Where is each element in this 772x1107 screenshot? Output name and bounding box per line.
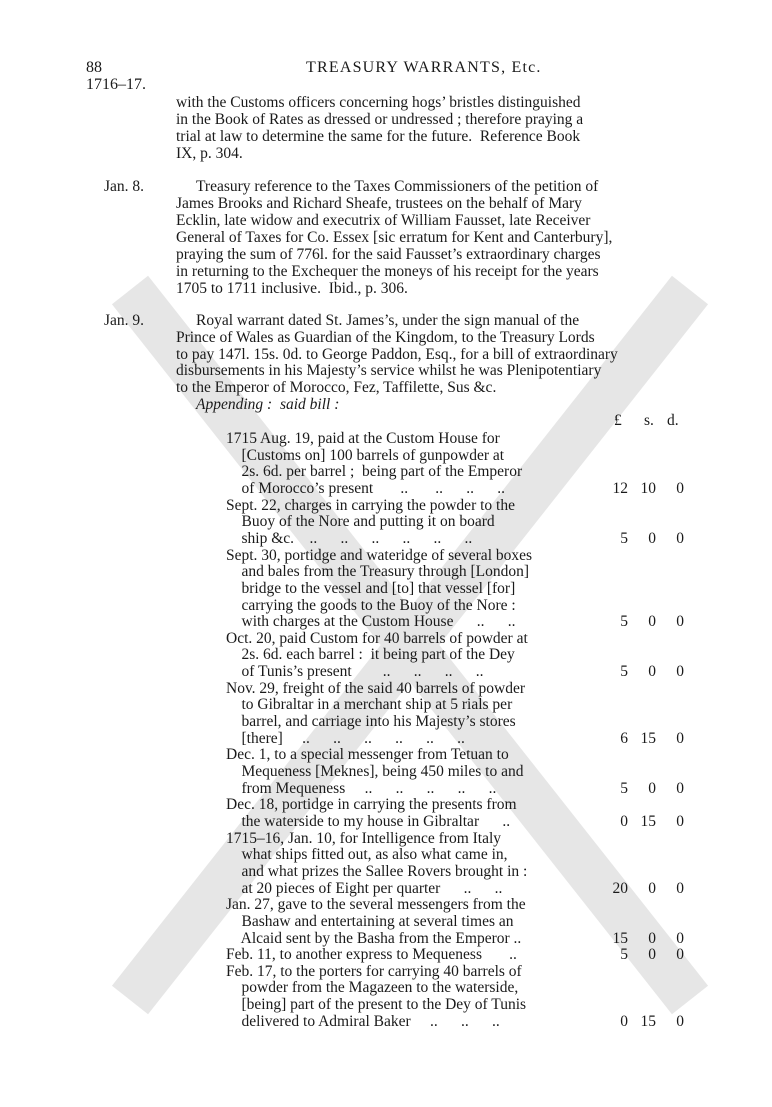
bill-line: from Mequeness .. .. .. .. .. — [226, 779, 497, 797]
page-number: 88 — [86, 59, 102, 76]
bill-shillings: 0 — [648, 779, 656, 797]
pounds-header: £ — [614, 412, 622, 429]
bill-line: Sept. 22, charges in carrying the powder to the — [226, 496, 515, 514]
bill-pence: 0 — [676, 529, 684, 547]
bill-shillings: 0 — [648, 663, 656, 681]
bill-pounds: 5 — [620, 779, 628, 797]
bill-line: [being] part of the present to the Dey of Tunis — [226, 996, 527, 1014]
bill-shillings: 0 — [648, 929, 656, 947]
bill-line: [there] .. .. .. .. .. .. — [226, 729, 465, 747]
text-line: trial at law to determine the same for the future. Reference Book — [176, 128, 581, 145]
bill-line: Jan. 27, gave to the several messengers from the — [226, 896, 526, 914]
bill-line: powder from the Magazeen to the waterside, — [226, 979, 519, 997]
bill-line: of Tunis’s present .. .. .. .. — [226, 663, 484, 681]
bill-shillings: 0 — [648, 529, 656, 547]
bill-line: of Morocco’s present .. .. .. .. — [226, 479, 505, 497]
bill-shillings: 0 — [648, 946, 656, 964]
text-line: Royal warrant dated St. James’s, under the sign manual of the — [196, 312, 580, 329]
bill-pounds: 20 — [612, 879, 628, 897]
bill-line: 2s. 6d. per barrel ; being part of the Emperor — [226, 463, 523, 481]
bill-pounds: 0 — [620, 1012, 628, 1030]
bill-line: Sept. 30, portidge and wateridge of several boxes — [226, 546, 533, 564]
running-head: TREASURY WARRANTS, Etc. — [306, 59, 542, 76]
bill-line: ship &c. .. .. .. .. .. .. — [226, 529, 473, 547]
bill-pounds: 5 — [620, 613, 628, 631]
bill-line: bridge to the vessel and [to] that vessel [for] — [226, 579, 516, 597]
bill-pence: 0 — [676, 946, 684, 964]
text-line: Treasury reference to the Taxes Commissioners of the petition of — [196, 178, 599, 195]
bill-pounds: 5 — [620, 529, 628, 547]
bill-line: 1715–16, Jan. 10, for Intelligence from Italy — [226, 829, 502, 847]
bill-line: the waterside to my house in Gibraltar .. — [226, 812, 511, 830]
bill-line: Bashaw and entertaining at several times an — [226, 912, 514, 930]
bill-pence: 0 — [676, 929, 684, 947]
text-line: James Brooks and Richard Sheafe, trustees on the behalf of Mary — [176, 195, 582, 212]
text-line: in returning to the Exchequer the moneys of his receipt for the years — [176, 263, 599, 280]
bill-line: Feb. 17, to the porters for carrying 40 barrels of — [226, 962, 522, 980]
bill-line: Buoy of the Nore and putting it on board — [226, 513, 495, 531]
bill-line: carrying the goods to the Buoy of the Nore : — [226, 596, 516, 614]
bill-line: 2s. 6d. each barrel : it being part of the Dey — [226, 646, 515, 664]
bill-line: and what prizes the Sallee Rovers brought in : — [226, 862, 528, 880]
text-line: Prince of Wales as Guardian of the Kingdom, to the Treasury Lords — [176, 329, 595, 346]
bill-shillings: 15 — [640, 812, 656, 830]
bill-shillings: 10 — [640, 479, 656, 497]
bill-pence: 0 — [676, 663, 684, 681]
text-line: Ecklin, late widow and executrix of William Fausset, late Receiver — [176, 212, 591, 229]
text-line: 1705 to 1711 inclusive. Ibid., p. 306. — [176, 280, 408, 297]
bill-line: 1715 Aug. 19, paid at the Custom House for — [226, 430, 500, 447]
text-line: General of Taxes for Co. Essex [sic erratum for Kent and Canterbury], — [176, 229, 613, 246]
appending-label: Appending : said bill : — [196, 396, 340, 413]
bill-line: Alcaid sent by the Basha from the Emperor .. — [226, 929, 522, 947]
bill-pence: 0 — [676, 613, 684, 631]
text-line: disbursements in his Majesty’s service whilst he was Plenipotentiary — [176, 362, 602, 379]
bill-line: barrel, and carriage into his Majesty’s stores — [226, 713, 516, 731]
bill-line: Dec. 1, to a special messenger from Tetuan to — [226, 746, 509, 764]
bill-line: Mequeness [Meknes], being 450 miles to and — [226, 763, 524, 780]
bill-line: Feb. 11, to another express to Mequeness .. — [226, 946, 517, 964]
bill-line: delivered to Admiral Baker .. .. .. — [226, 1012, 500, 1030]
text-line: to the Emperor of Morocco, Fez, Taffilette, Sus &c. — [176, 379, 497, 396]
text-line: IX, p. 304. — [176, 145, 243, 162]
year-margin: 1716–17. — [86, 76, 146, 93]
shillings-header: s. — [644, 412, 654, 429]
bill-line: Nov. 29, freight of the said 40 barrels of powder — [226, 679, 526, 697]
bill-pounds: 5 — [620, 663, 628, 681]
bill-line: and bales from the Treasury through [London] — [226, 563, 530, 581]
bill-pence: 0 — [676, 479, 684, 497]
bill-line: at 20 pieces of Eight per quarter .. .. — [226, 879, 503, 897]
bill-pence: 0 — [676, 812, 684, 830]
bill-shillings: 15 — [640, 729, 656, 747]
bill-shillings: 15 — [640, 1012, 656, 1030]
entry-date: Jan. 8. — [104, 178, 145, 195]
bill-shillings: 0 — [648, 613, 656, 631]
bill-line: Dec. 18, portidge in carrying the presents from — [226, 796, 517, 814]
bill-shillings: 0 — [648, 879, 656, 897]
bill-pence: 0 — [676, 729, 684, 747]
entry-date: Jan. 9. — [104, 312, 145, 329]
bill-line: what ships fitted out, as also what came in, — [226, 846, 508, 864]
bill-line: Oct. 20, paid Custom for 40 barrels of powder at — [226, 629, 528, 647]
bill-pounds: 15 — [612, 929, 628, 947]
text-line: with the Customs officers concerning hogs’ bristles distinguished — [176, 94, 581, 111]
bill-pounds: 12 — [612, 479, 628, 497]
pence-header: d. — [667, 412, 679, 429]
bill-line: to Gibraltar in a merchant ship at 5 rials per — [226, 696, 513, 714]
bill-pounds: 5 — [620, 946, 628, 964]
bill-pounds: 6 — [620, 729, 628, 747]
text-line: to pay 147l. 15s. 0d. to George Paddon, Esq., for a bill of extraordinary — [176, 346, 618, 363]
bill-pounds: 0 — [620, 812, 628, 830]
text-line: praying the sum of 776l. for the said Fausset’s extraordinary charges — [176, 246, 601, 263]
text-line: in the Book of Rates as dressed or undressed ; therefore praying a — [176, 111, 584, 128]
bill-line: with charges at the Custom House .. .. — [226, 613, 516, 631]
bill-pence: 0 — [676, 879, 684, 897]
bill-pence: 0 — [676, 779, 684, 797]
bill-pence: 0 — [676, 1012, 684, 1030]
bill-line: [Customs on] 100 barrels of gunpowder at — [226, 446, 505, 464]
